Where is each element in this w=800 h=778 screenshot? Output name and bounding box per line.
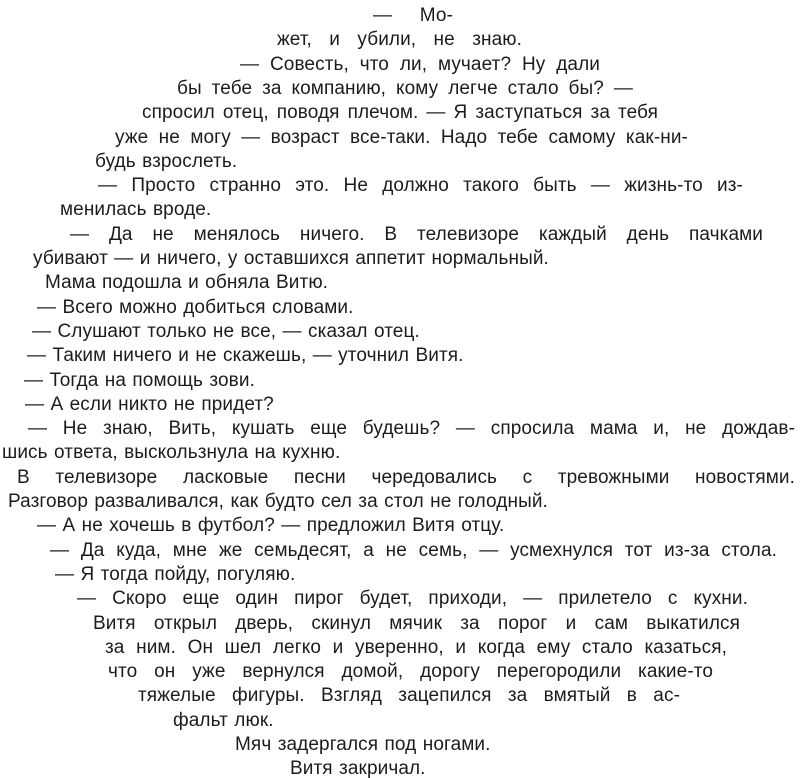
text-line: бы тебе за компанию, кому легче стало бы? — bbox=[177, 77, 633, 99]
text-line: менилась вроде. bbox=[60, 199, 212, 221]
text-line: — Да куда, мне же семьдесят, а не семь, — усмехнулся тот из-за стола. bbox=[50, 539, 777, 561]
text-line: — Таким ничего и не скажешь, — уточнил Витя. bbox=[27, 345, 464, 367]
text-line: — Слушают только не все, — сказал отец. bbox=[32, 320, 420, 342]
text-line: — Всего можно добиться словами. bbox=[37, 296, 354, 318]
text-line: спросил отец, поводя плечом. — Я заступаться за тебя bbox=[142, 102, 658, 124]
text-line: тяжелые фигуры. Взгляд зацепился за вмятый в ас- bbox=[138, 685, 680, 707]
text-line: — Не знаю, Вить, кушать еще будешь? — спросила мама и, не дождав- bbox=[28, 418, 795, 440]
text-line: Мяч задергался под ногами. bbox=[235, 734, 491, 755]
text-line: за ним. Он шел легко и уверенно, и когда ему стало казаться, bbox=[105, 636, 727, 658]
text-line: — Да не менялось ничего. В телевизоре каждый день пачками bbox=[70, 223, 763, 245]
text-line: жет, и убили, не знаю. bbox=[277, 29, 522, 51]
text-line: будь взрослеть. bbox=[95, 150, 238, 172]
text-line: шись ответа, выскользнула на кухню. bbox=[2, 442, 341, 464]
text-line: убивают — и ничего, у оставшихся аппетит нормальный. bbox=[33, 248, 549, 269]
text-line: Витя открыл дверь, скинул мячик за порог и сам выкатился bbox=[93, 612, 740, 634]
text-line: — Совесть, что ли, мучает? Ну дали bbox=[240, 53, 600, 75]
text-line: фальт люк. bbox=[173, 709, 274, 731]
text-line: Витя закричал. bbox=[290, 758, 426, 778]
text-line: уже не могу — возраст все-таки. Надо тебе самому как-ни- bbox=[115, 126, 688, 148]
text-line: — Скоро еще один пирог будет, приходи, — прилетело с кухни. bbox=[77, 588, 748, 610]
text-line: Мама подошла и обняла Витю. bbox=[45, 272, 329, 294]
text-line: — А не хочешь в футбол? — предложил Витя отцу. bbox=[37, 515, 505, 537]
text-line: — Просто странно это. Не должно такого быть — жизнь-то из- bbox=[98, 175, 743, 197]
text-line: — А если никто не придет? bbox=[25, 393, 274, 415]
text-line: Разговор разваливался, как будто сел за стол не голодный. bbox=[8, 491, 548, 512]
text-line: — Мо- bbox=[373, 5, 453, 26]
text-line: что он уже вернулся домой, дорогу перегородили какие-то bbox=[108, 661, 713, 683]
text-line: — Тогда на помощь зови. bbox=[24, 369, 255, 391]
text-line: В телевизоре ласковые песни чередовались с тревожными новостями. bbox=[17, 466, 795, 488]
text-line: — Я тогда пойду, погуляю. bbox=[55, 563, 296, 585]
